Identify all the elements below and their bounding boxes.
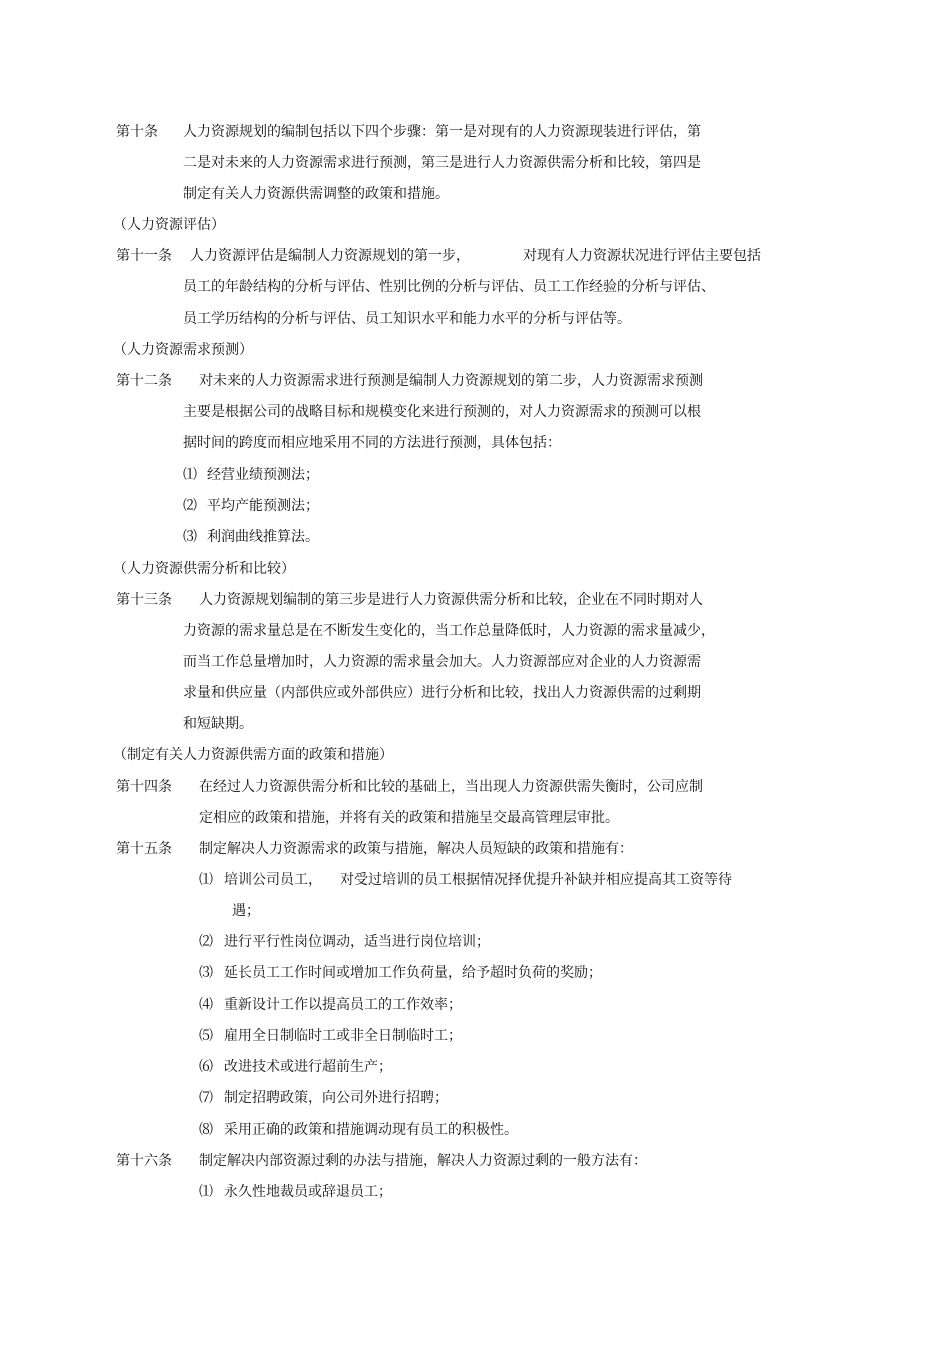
article-10-label: 第十条 <box>116 124 158 140</box>
article-10-line-3: 制定有关人力资源供需调整的政策和措施。 <box>183 186 449 202</box>
section-heading-supply-demand: （人力资源供需分析和比较） <box>113 561 295 577</box>
article-16-item-1-num: ⑴ <box>199 1184 213 1200</box>
article-11-line-3: 员工学历结构的分析与评估、员工知识水平和能力水平的分析与评估等。 <box>183 311 631 327</box>
article-11-line-1b: 对现有人力资源状况进行评估主要包括 <box>523 248 761 264</box>
article-10-line-1: 人力资源规划的编制包括以下四个步骤：第一是对现有的人力资源现装进行评估，第 <box>183 124 701 140</box>
article-15-item-2: 进行平行性岗位调动，适当进行岗位培训； <box>224 934 490 950</box>
article-15-line-1: 制定解决人力资源需求的政策与措施，解决人员短缺的政策和措施有： <box>199 841 633 857</box>
article-12-line-3: 据时间的跨度而相应地采用不同的方法进行预测，具体包括： <box>183 435 561 451</box>
article-15-item-2-num: ⑵ <box>199 934 213 950</box>
article-10-line-2: 二是对未来的人力资源需求进行预测，第三是进行人力资源供需分析和比较，第四是 <box>183 155 701 171</box>
section-heading-assessment: （人力资源评估） <box>113 217 225 233</box>
section-heading-policies: （制定有关人力资源供需方面的政策和措施） <box>113 747 393 763</box>
article-15-item-3: 延长员工工作时间或增加工作负荷量，给予超时负荷的奖励； <box>224 965 602 981</box>
article-16-label: 第十六条 <box>116 1153 172 1169</box>
article-11-label: 第十一条 <box>116 248 172 264</box>
article-12-label: 第十二条 <box>116 373 172 389</box>
article-15-item-1a: 培训公司员工， <box>224 872 322 888</box>
article-12-line-2: 主要是根据公司的战略目标和规模变化来进行预测的，对人力资源需求的预测可以根 <box>183 404 701 420</box>
article-15-item-3-num: ⑶ <box>199 965 213 981</box>
article-16-line-1: 制定解决内部资源过剩的办法与措施，解决人力资源过剩的一般方法有： <box>199 1153 647 1169</box>
article-15-label: 第十五条 <box>116 841 172 857</box>
article-12-item-1-num: ⑴ <box>183 467 197 483</box>
article-13-line-5: 和短缺期。 <box>183 716 253 732</box>
section-heading-demand-forecast: （人力资源需求预测） <box>113 342 253 358</box>
article-15-item-8: 采用正确的政策和措施调动现有员工的积极性。 <box>224 1122 518 1138</box>
article-15-item-5-num: ⑸ <box>199 1028 213 1044</box>
article-16-item-1: 永久性地裁员或辞退员工； <box>224 1184 392 1200</box>
article-15-item-1b: 对受过培训的员工根据情况择优提升补缺并相应提高其工资等待 <box>340 872 732 888</box>
article-15-item-6-num: ⑹ <box>199 1059 213 1075</box>
article-15-item-4-num: ⑷ <box>199 997 213 1013</box>
article-15-item-4: 重新设计工作以提高员工的工作效率； <box>224 997 462 1013</box>
article-15-item-6: 改进技术或进行超前生产； <box>224 1059 392 1075</box>
article-13-line-3: 而当工作总量增加时，人力资源的需求量会加大。人力资源部应对企业的人力资源需 <box>183 654 701 670</box>
article-15-item-8-num: ⑻ <box>199 1122 213 1138</box>
article-13-line-1: 人力资源规划编制的第三步是进行人力资源供需分析和比较，企业在不同时期对人 <box>199 592 703 608</box>
article-15-item-7: 制定招聘政策，向公司外进行招聘； <box>224 1090 448 1106</box>
article-13-label: 第十三条 <box>116 592 172 608</box>
article-12-item-2: 平均产能预测法； <box>207 498 319 514</box>
article-15-item-1-num: ⑴ <box>199 872 213 888</box>
article-14-line-2: 定相应的政策和措施，并将有关的政策和措施呈交最高管理层审批。 <box>199 810 619 826</box>
article-12-item-3: 利润曲线推算法。 <box>207 529 319 545</box>
article-11-line-1a: 人力资源评估是编制人力资源规划的第一步， <box>190 248 470 264</box>
article-15-item-7-num: ⑺ <box>199 1090 213 1106</box>
article-14-line-1: 在经过人力资源供需分析和比较的基础上，当出现人力资源供需失衡时，公司应制 <box>199 779 703 795</box>
article-15-item-1c: 遇； <box>232 903 260 919</box>
article-13-line-4: 求量和供应量（内部供应或外部供应）进行分析和比较，找出人力资源供需的过剩期 <box>183 685 701 701</box>
article-12-line-1: 对未来的人力资源需求进行预测是编制人力资源规划的第二步，人力资源需求预测 <box>199 373 703 389</box>
article-15-item-5: 雇用全日制临时工或非全日制临时工； <box>224 1028 462 1044</box>
article-11-line-2: 员工的年龄结构的分析与评估、性别比例的分析与评估、员工工作经验的分析与评估、 <box>183 279 715 295</box>
article-12-item-3-num: ⑶ <box>183 529 197 545</box>
article-14-label: 第十四条 <box>116 779 172 795</box>
article-13-line-2: 力资源的需求量总是在不断发生变化的，当工作总量降低时，人力资源的需求量减少， <box>183 623 715 639</box>
article-12-item-2-num: ⑵ <box>183 498 197 514</box>
article-12-item-1: 经营业绩预测法； <box>207 467 319 483</box>
